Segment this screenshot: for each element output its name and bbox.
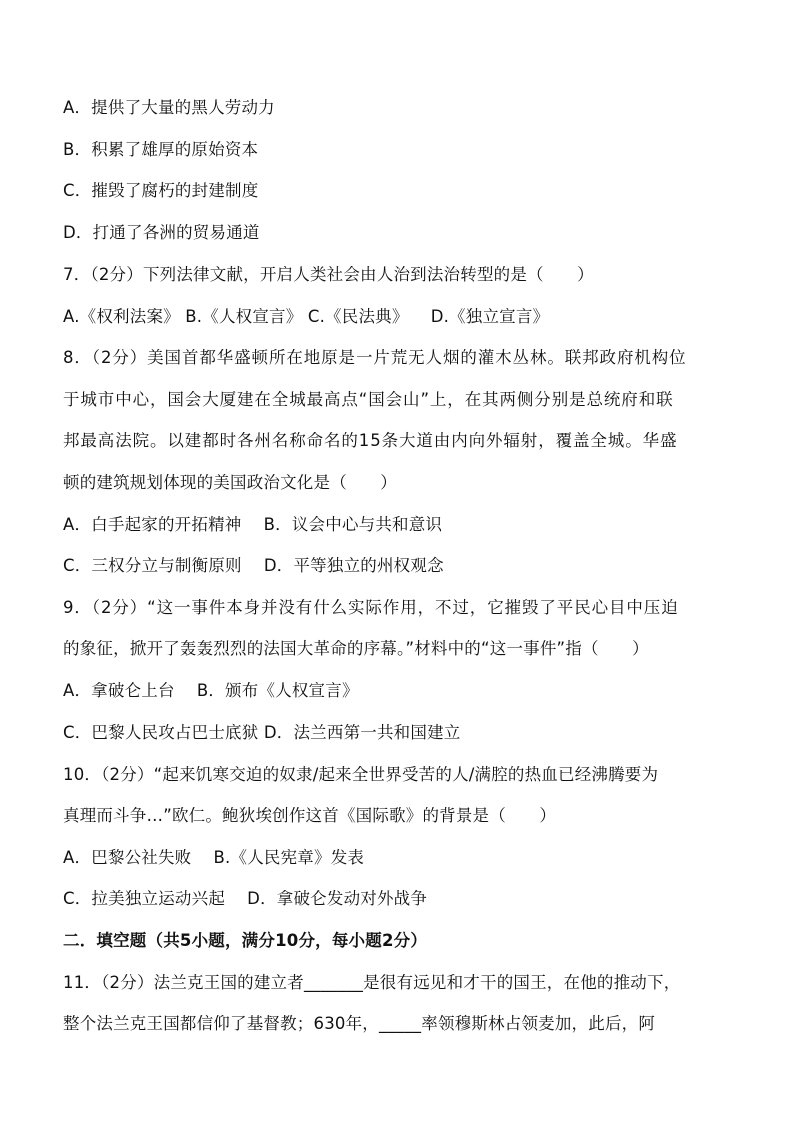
q11-stem-line-2: 整个法兰克王国都信仰了基督教；630年，_____率领穆斯林占领麦加，此后，阿 bbox=[63, 1014, 656, 1033]
q9-stem-line-1: 9．（2分）“这一事件本身并没有什么实际作用，不过，它摧毁了平民心目中压迫 bbox=[63, 598, 679, 617]
q10-stem-line-2: 真理而斗争…”欧仁。鲍狄埃创作这首《国际歌》的背景是（ ） bbox=[63, 806, 557, 825]
q8-stem-line-4: 顿的建筑规划体现的美国政治文化是（ ） bbox=[63, 473, 397, 492]
q6-option-a: A．提供了大量的黑人劳动力 bbox=[63, 98, 275, 117]
q8-stem-line-1: 8．（2分）美国首都华盛顿所在地原是一片荒无人烟的灌木丛林。联邦政府机构位 bbox=[63, 348, 687, 367]
q8-stem-line-3: 邦最高法院。以建都时各州名称命名的15条大道由内向外辐射，覆盖全城。华盛 bbox=[63, 431, 678, 450]
q10-options-ab: A．巴黎公社失败 B.《人民宪章》发表 bbox=[63, 848, 365, 867]
q10-options-cd: C．拉美独立运动兴起 D．拿破仑发动对外战争 bbox=[63, 889, 428, 908]
q7-options: A.《权利法案》 B.《人权宣言》 C.《民法典》 D.《独立宣言》 bbox=[63, 307, 550, 326]
q11-stem-line-1: 11．（2分）法兰克王国的建立者_______是很有远见和才干的国王，在他的推动下， bbox=[63, 973, 681, 992]
q8-stem-line-2: 于城市中心，国会大厦建在全城最高点“国会山”上，在其两侧分别是总统府和联 bbox=[63, 390, 674, 409]
q10-stem-line-1: 10．（2分）“起来饥寒交迫的奴隶/起来全世界受苦的人/满腔的热血已经沸腾要为 bbox=[63, 765, 659, 784]
q6-option-d: D．打通了各洲的贸易通道 bbox=[63, 223, 260, 242]
q8-options-cd: C．三权分立与制衡原则 D．平等独立的州权观念 bbox=[63, 556, 444, 575]
section-heading: 二．填空题（共5小题，满分10分，每小题2分） bbox=[63, 931, 428, 950]
q8-options-ab: A．白手起家的开拓精神 B．议会中心与共和意识 bbox=[63, 515, 443, 534]
q9-stem-line-2: 的象征，掀开了轰轰烈烈的法国大革命的序幕。”材料中的“这一事件”指（ ） bbox=[63, 639, 649, 658]
q6-option-c: C．摧毁了腐朽的封建制度 bbox=[63, 181, 259, 200]
q7-stem: 7．（2分）下列法律文献，开启人类社会由人治到法治转型的是（ ） bbox=[63, 265, 594, 284]
q6-option-b: B．积累了雄厚的原始资本 bbox=[63, 140, 259, 159]
q9-options-cd: C．巴黎人民攻占巴士底狱 D．法兰西第一共和国建立 bbox=[63, 723, 461, 742]
q9-options-ab: A．拿破仑上台 B．颁布《人权宣言》 bbox=[63, 681, 359, 700]
